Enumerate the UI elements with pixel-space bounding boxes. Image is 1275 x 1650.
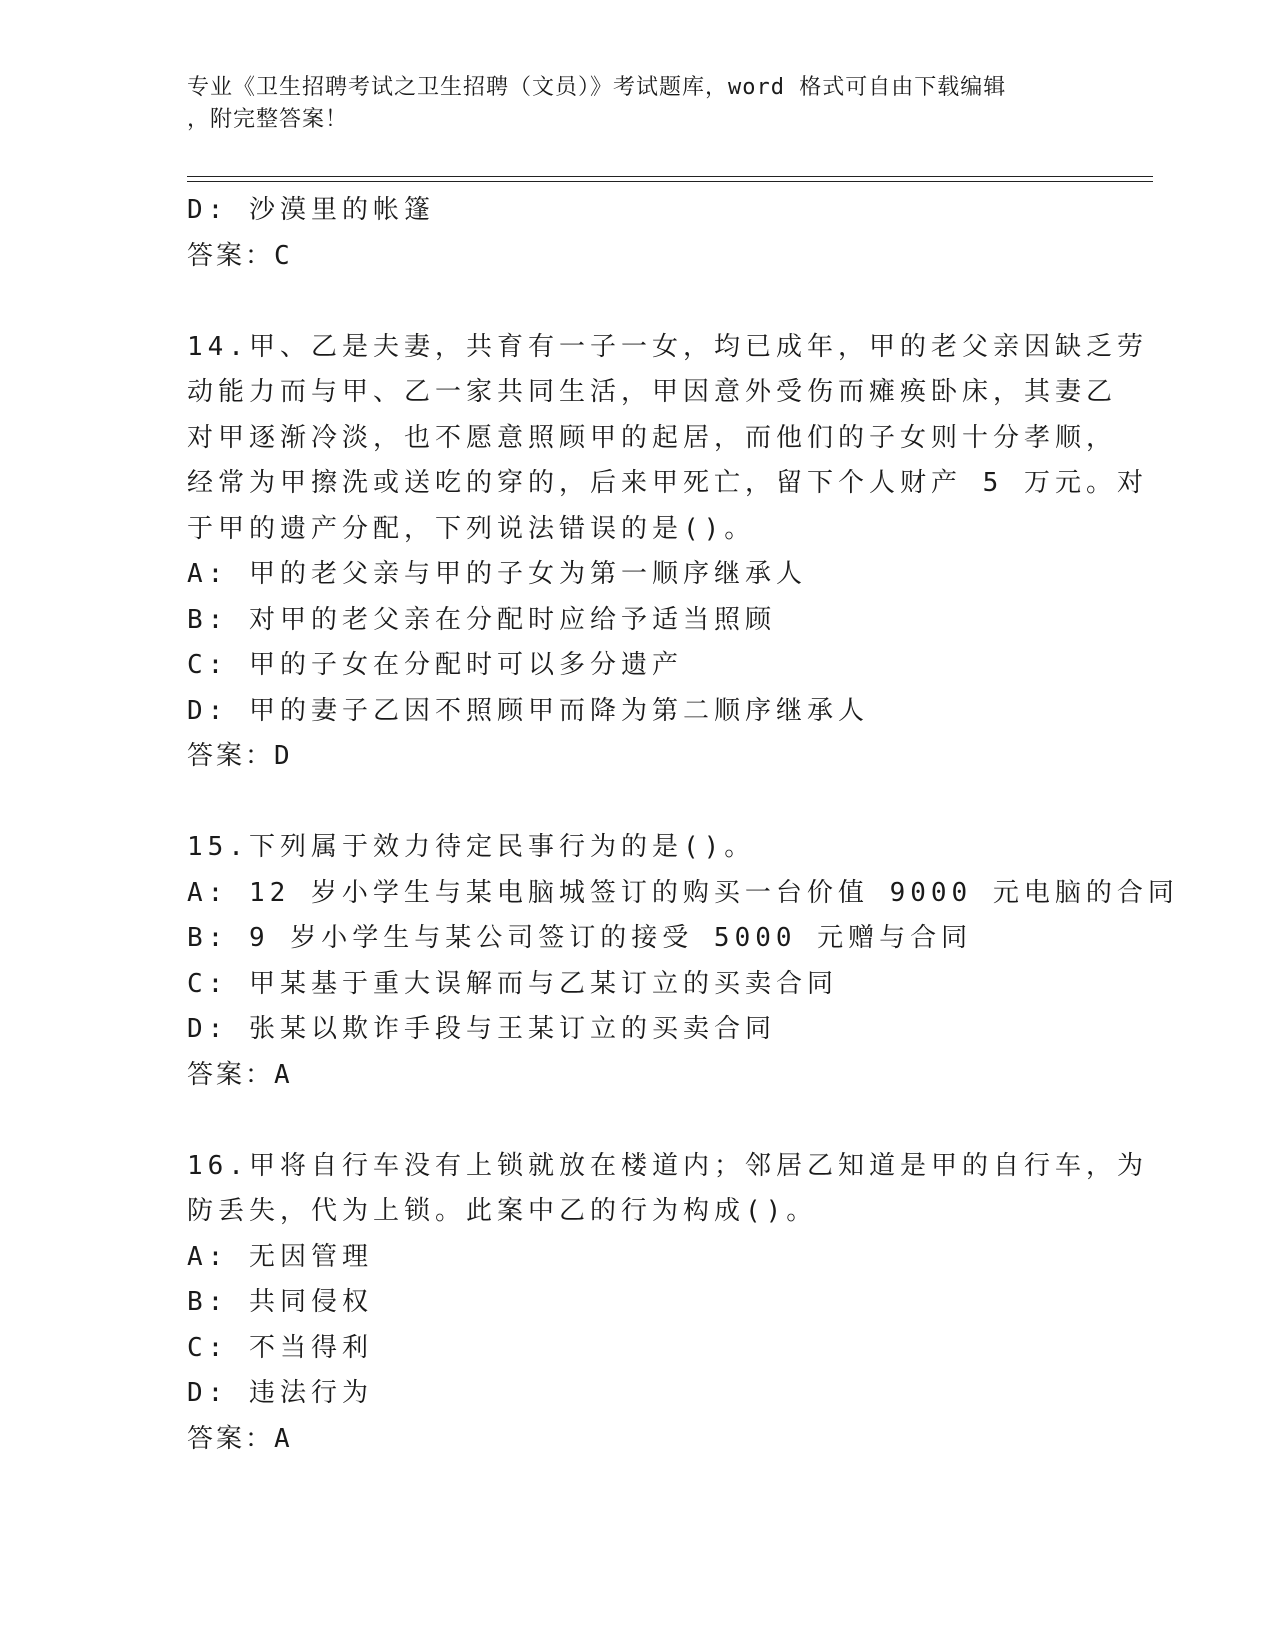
q16-option-d: D: 违法行为 (187, 1378, 373, 1408)
question-14 (187, 325, 1148, 780)
q14-answer: 答案：D (187, 741, 293, 771)
q15-option-a: A: 12 岁小学生与某电脑城签订的购买一台价值 9000 元电脑的合同 (187, 877, 1179, 908)
header-divider-bottom (187, 181, 1153, 182)
q16-stem-line: 防丢失，代为上锁。此案中乙的行为构成()。 (187, 1196, 818, 1226)
question-13-tail (187, 188, 1087, 279)
q15-option-b: B: 9 岁小学生与某公司签订的接受 5000 元赠与合同 (187, 923, 973, 953)
q15-stem (187, 825, 1067, 871)
question-15 (187, 825, 1179, 1098)
q14-stem-line: 于甲的遗产分配，下列说法错误的是()。 (187, 513, 756, 544)
q15-stem-line: 15.下列属于效力待定民事行为的是()。 (187, 832, 756, 862)
header-line-2: ，附完整答案！ (187, 107, 349, 132)
q15-option-c: C: 甲某基于重大误解而与乙某订立的买卖合同 (187, 968, 838, 999)
q13-answer: 答案：C (187, 240, 293, 271)
q16-stem (187, 1144, 1148, 1235)
header-line-1: 专业《卫生招聘考试之卫生招聘（文员）》考试题库，word 格式可自由下载编辑 (187, 75, 1007, 100)
q14-stem-line: 动能力而与甲、乙一家共同生活，甲因意外受伤而瘫痪卧床，其妻乙 (187, 377, 1118, 407)
spacer (187, 780, 1087, 826)
q16-answer: 答案：A (187, 1423, 293, 1454)
q16-option-a: A: 无因管理 (187, 1241, 373, 1272)
q14-stem-line: 对甲逐渐冷淡，也不愿意照顾甲的起居，而他们的子女则十分孝顺， (187, 422, 1118, 453)
q15-option-d: D: 张某以欺诈手段与王某订立的买卖合同 (187, 1014, 776, 1044)
header-divider-top (187, 176, 1153, 177)
q13-option-d: D: 沙漠里的帐篷 (187, 195, 435, 225)
spacer (187, 1098, 1087, 1144)
question-16 (187, 1144, 1148, 1463)
q14-stem-line: 经常为甲擦洗或送吃的穿的，后来甲死亡，留下个人财产 5 万元。对 (187, 468, 1148, 498)
q15-answer: 答案：A (187, 1059, 293, 1090)
spacer (187, 279, 1087, 325)
q14-option-c: C: 甲的子女在分配时可以多分遗产 (187, 650, 683, 680)
q14-option-b: B: 对甲的老父亲在分配时应给予适当照顾 (187, 604, 776, 635)
q16-stem-line: 16.甲将自行车没有上锁就放在楼道内；邻居乙知道是甲的自行车，为 (187, 1150, 1148, 1181)
q14-option-d: D: 甲的妻子乙因不照顾甲而降为第二顺序继承人 (187, 695, 869, 726)
q14-stem (187, 325, 1148, 553)
question-content (187, 188, 1179, 1462)
q14-option-a: A: 甲的老父亲与甲的子女为第一顺序继承人 (187, 559, 807, 589)
q14-stem-line: 14.甲、乙是夫妻，共育有一子一女，均已成年，甲的老父亲因缺乏劳 (187, 331, 1148, 362)
q16-option-c: C: 不当得利 (187, 1332, 373, 1363)
document-header (187, 72, 1067, 136)
q16-option-b: B: 共同侵权 (187, 1287, 373, 1317)
